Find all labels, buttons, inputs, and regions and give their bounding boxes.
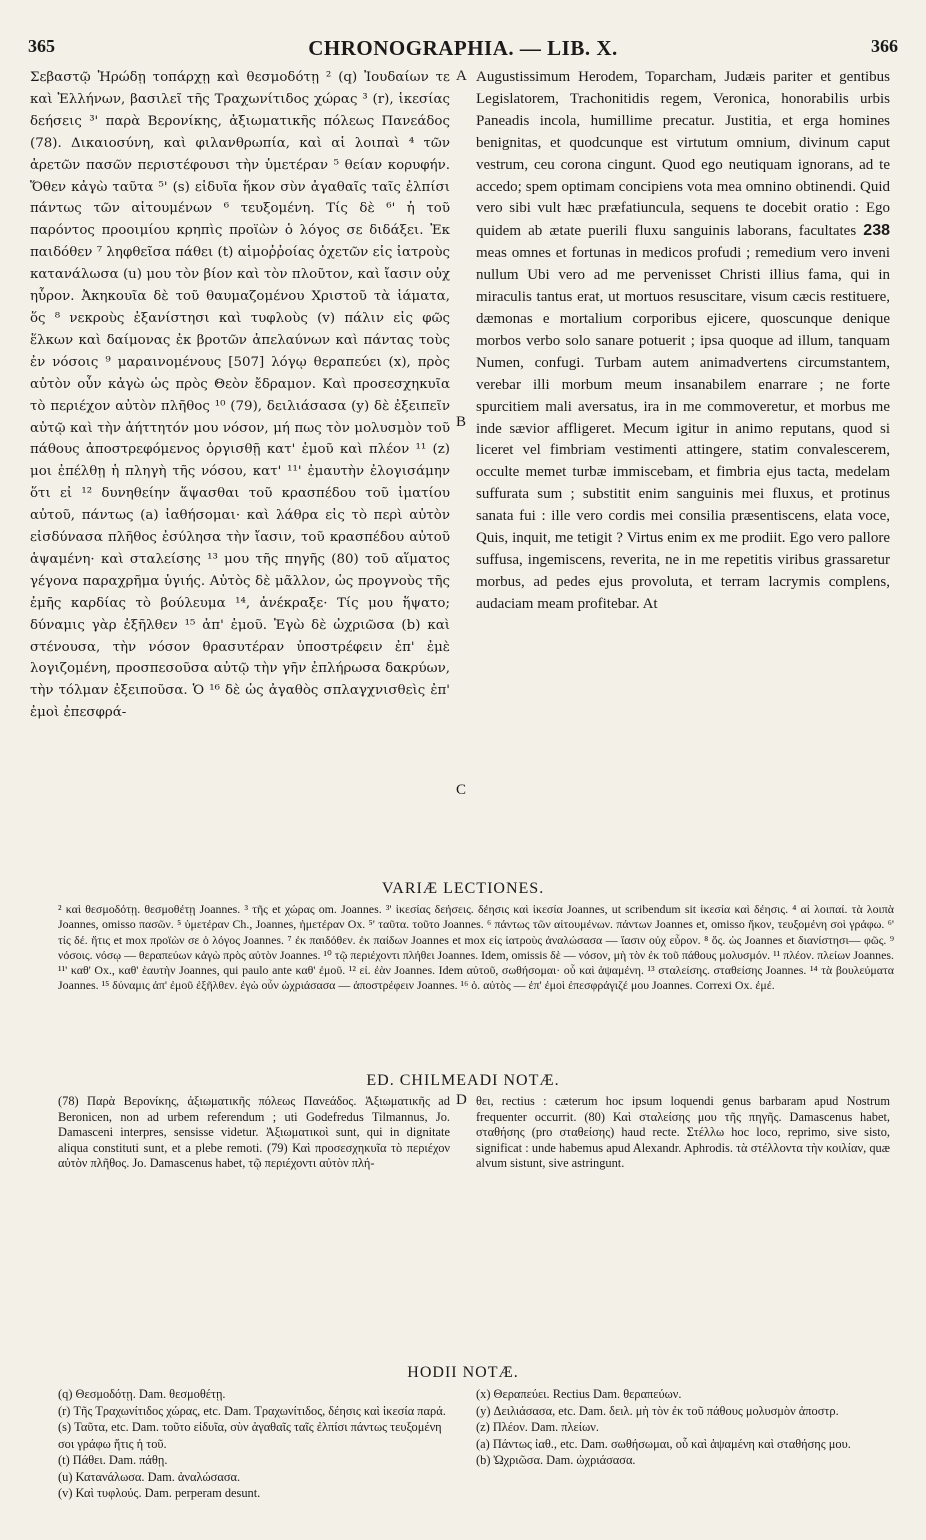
hodii-left — [58, 1386, 450, 1502]
running-title: CHRONOGRAPHIA. — LIB. X. — [308, 36, 618, 60]
hodii-title: HODII NOTÆ. — [407, 1364, 519, 1381]
hodii-note: (b) Ὠχριῶσα. Dam. ὠχριάσασα. — [476, 1453, 636, 1467]
hodii-note: (q) Θεσμοδότῃ. Dam. θεσμοθέτῃ. — [58, 1387, 226, 1401]
chilmeadi-title: ED. CHILMEADI NOTÆ. — [366, 1072, 560, 1089]
page-number-left: 365 — [28, 36, 55, 56]
variae-title: VARIÆ LECTIONES. — [381, 880, 545, 897]
chilmeadi-left-text: (78) Παρὰ Βερονίκης, ἀξιωματικῆς πόλεως Πανεάδος. Ἀξιωματικῆς ad Beronicen, non ad urbem referendum ; uti Godefredus Tilmannus, Jo. Damasceni interpres, sensisse videtur. Ἀξιωματικοὶ sunt, qui in dignitate aliqua constituti sunt, et a plebe remoti. (79) Καὶ προσεσχηκυῖα τὸ περιέχον αὐτὸν πλῆθος. Jo. Damascenus habet, τῷ περιέχοντι αὐτὸν πλή- — [58, 1094, 450, 1171]
chilmeadi-right-text: θει, rectius : cæterum hoc ipsum loquendi genus barbaram apud Nostrum frequenter occurrit. (80) Καὶ σταλείσης μου τῆς πηγῆς. Damascenus habet, σταθήσης (pro σταθείσης) haud recte. Στέλλω hoc loco, reprimo, sive sisto, significat : unde habemus apud Alexandr. Aphrodis. τὰ στέλλοντα τὴν κοιλίαν, quæ alvum sistunt, sive astringunt. — [476, 1094, 890, 1171]
hodii-note: (z) Πλέον. Dam. πλείων. — [476, 1420, 599, 1434]
hodii-note: (s) Ταῦτα, etc. Dam. τοῦτο εἰδυῖα, σὺν ἀγαθαῖς ταῖς ἐλπίσι πάντως τευξομένη σοι γράφω ἥτις ἡ τοῦ. — [58, 1420, 442, 1451]
hodii-note: (t) Πάθει. Dam. πάθῃ. — [58, 1453, 168, 1467]
column-marker-c: C — [456, 782, 467, 798]
page-marker: 238 — [863, 222, 890, 240]
hodii-note: (v) Καὶ τυφλούς. Dam. perperam desunt. — [58, 1486, 261, 1500]
chilmeadi-right — [476, 1094, 890, 1172]
greek-text: Σεβαστῷ Ἡρώδῃ τοπάρχῃ καὶ θεσμοδότῃ ² (q) Ἰουδαίων τε καὶ Ἑλλήνων, βασιλεῖ τῆς Τραχωνίτιδος χώρας ³ (r), ἱκεσίας δεήσεις ³' παρὰ Βερονίκης, ἀξιωματικῆς πόλεως Πανεάδος (78). Δικαιοσύνη, καὶ φιλανθρωπία, καὶ αἱ λοιπαὶ ⁴ τῶν ἀρετῶν πασῶν περιστέφουσι τὴν ὑμετέραν ⁵ θείαν κορυφήν. Ὅθεν κἀγὼ ταῦτα ⁵' (s) εἰδυῖα ἥκον σὺν ἀγαθαῖς ταῖς ἐλπίσι πάντως τῶν αἰτουμένων ⁶ τευξομένη. Τίς δὲ ⁶' ἡ τοῦ παρόντος προοιμίου κρηπὶς προϊὼν ὁ λόγος σε διδάξει. Ἐκ παιδόθεν ⁷ ληφθεῖσα πάθει (t) αἱμοῤῥοίας ὀχετῶν εἰς ἰατροὺς κατανάλωσα (u) μου τὸν βίον καὶ τὸν πλοῦτον, καὶ ἴασιν οὐχ ηὗρον. Ἀκηκουῖα δὲ τοῦ θαυμαζομένου Χριστοῦ τὰ ἰάματα, ὅς ⁸ νεκροὺς ἐξανίστησι καὶ τυφλοὺς (v) πάλιν εἰς φῶς ἕλκων καὶ δαίμονας ἐκ βροτῶν ἀπελαύνων καὶ πάντας τοὺς ἐν νόσοις ⁹ μαραινομένους [507] λόγῳ θεραπεύει (x), πρὸς αὐτὸν οὖν κἀγὼ ὡς πρὸς Θεὸν ἔδραμον. Καὶ προσεσχηκυῖα τὸ περιέχον αὐτὸν πλῆθος ¹⁰ (79), δειλιάσασα (y) δὲ ἐξειπεῖν αὐτῷ καὶ τὴν ἀήττητόν μου νόσον, μή πως τὸν μολυσμὸν τοῦ πάθους ἀποστρεφόμενος ὀργισθῇ κατ' ἐμοῦ καὶ πλέον ¹¹ (z) μοι ἐπέλθῃ ἡ πληγὴ τῆς νόσου, κατ' ¹¹' ἐμαυτὴν ἐλογισάμην ὅτι εἰ ¹² δυνηθείην ἅψασθαι τοῦ κρασπέδου τοῦ ἱματίου αὐτοῦ, πάντως (a) ἰαθήσομαι· καὶ λάθρα εἰς τὸ περὶ αὐτὸν εἰσδύνασα πλῆθος ἐσύλησα τὴν ἴασιν, τοῦ κρασπέδου αὐτοῦ ἁψαμένη· καὶ σταλείσης ¹³ μου τῆς πηγῆς (80) τοῦ αἵματος γέγονα παραχρῆμα ὑγιής. Αὐτὸς δὲ μᾶλλον, ὡς προγνοὺς τῆς ἐμῆς καρδίας τὸ βούλευμα ¹⁴, ἀνέκραξε· Τίς μου ἥψατο; δύναμις γὰρ ἐξῆλθεν ¹⁵ ἀπ' ἐμοῦ. Ἐγὼ δὲ ὠχριῶσα (b) καὶ στένουσα, τὴν νόσον θρασυτέραν ὑποστρέφειν ἐπ' ἐμὲ λογιζομένη, προσπεσοῦσα αὐτῷ τὴν γῆν ἐπλήρωσα δακρύων, τὴν τόλμαν ἐξειποῦσα. Ὁ ¹⁶ δὲ ὡς ἀγαθὸς σπλαγχνισθεὶς ἐπ' ἐμοὶ ἐπεσφρά- — [30, 70, 450, 721]
latin-column — [476, 67, 890, 616]
latin-text-part-1: Augustissimum Herodem, Toparcham, Judæis pariter et gentibus Legislatorem, Trachonitidis regem, Veronica, honorabilis urbis Paneadis incola, humillime precatur. Justitia, et erga homines benignitas, et quodcunque est virtutum omnium, divinum caput vestrum, ceu corona cingunt. Quod ego neutiquam ignorans, ad te accedo; spem optimam concipiens vota mea omnino obtinendi. Quid vero sibi vult hæc præfatiuncula, sequens te docebit oratio : Ego quidem ab ætate puerili fluxu sanguinis laborans, facultates — [476, 69, 890, 240]
column-marker-b: B — [456, 414, 467, 430]
page-number-right: 366 — [871, 36, 898, 56]
chilmeadi-left — [58, 1094, 450, 1172]
variae-notes — [58, 902, 894, 994]
running-header — [28, 36, 898, 64]
hodii-note: (u) Κατανάλωσα. Dam. ἀναλώσασα. — [58, 1469, 241, 1484]
hodii-right — [476, 1386, 890, 1469]
greek-column — [30, 67, 450, 724]
column-marker-d: D — [456, 1092, 467, 1108]
hodii-note: (a) Πάντως ἰαθ., etc. Dam. σωθήσωμαι, οὗ καὶ ἁψαμένη καὶ σταθήσης μου. — [476, 1436, 851, 1451]
latin-text — [476, 67, 890, 616]
variae-text: ² καὶ θεσμοδότῃ. θεσμοθέτῃ Joannes. ³ τῆς et χώρας om. Joannes. ³' ἱκεσίας δεήσεις. δέησις καὶ ἱκεσία Joannes, ut scribendum sit ἱκεσία καὶ δέησις. ⁴ αἱ λοιπαί. τὰ λοιπὰ Joannes, omisso πασῶν. ⁵ ὑμετέραν Ch., Joannes, ἡμετέραν Ox. ⁵' ταῦτα. τοῦτο Joannes. ⁶ πάντως τῶν αἰτουμένων. πάντων Joannes et, omisso ἥκον, τευξομένη σοὶ γράφω. ⁶' τίς δέ. ἥτις et mox προϊὼν σε ὁ λόγος Joannes. ⁷ ἐκ παιδόθεν. ἐκ παίδων Joannes et mox εἰς ἰατροὺς ἀναλώσασα — ἴασιν οὐχ εὗρον. ⁸ ὅς. ὡς Joannes et διανίστησι— φῶς. ⁹ νόσοις. νόσῳ — θεραπεύων κἀγὼ πρὸς αὐτὸν Joannes. ¹⁰ τῷ περιέχοντι πλήθει Joannes. Idem, omissis δὲ — νόσον, μὴ τὸν ἐκ τοῦ πάθους μολυσμόν. ¹¹ πλέον. πλείων Joannes. ¹¹' καθ' Ox., καθ' ἑαυτὴν Joannes, qui paulo ante καθ' ἐμοῦ. ¹² εἰ. ἐὰν Joannes. Idem αὐτοῦ, σωθήσομαι· οὗ καὶ ἁψαμένη. ¹³ σταλείσης. σταθείσης Joannes. ¹⁴ τὰ βουλεύματα Joannes. ¹⁵ δύναμις ἀπ' ἐμοῦ ἐξῆλθεν. ἐγὼ οὖν ὠχριάσασα — ἀποστρέφειν Joannes. ¹⁶ ὁ. αὐτὸς — ἐπ' ἐμοὶ ἐπεσφράγιζέ μου Joannes. Correxi Ox. ἐμέ. — [58, 902, 894, 993]
hodii-note: (y) Δειλιάσασα, etc. Dam. δειλ. μὴ τὸν ἐκ τοῦ πάθους μολυσμὸν ἀποστρ. — [476, 1403, 839, 1418]
hodii-note: (r) Τῆς Τραχωνίτιδος χώρας, etc. Dam. Τραχωνίτιδος, δέησις καὶ ἱκεσία παρά. — [58, 1403, 446, 1418]
column-marker-a: A — [456, 68, 467, 84]
latin-text-part-2: meas omnes et fortunas in medicos profudi ; remedium vero inveni nullum Ubi vero ad me pervenisset Christi illius fama, qui in miraculis tantus erat, ut mortuos resuscitare, visum cæcis restituere, dæmonas e mortalium corporibus ejicere, quoscunque denique morbos verbo solo sanare potuerit ; ipsa quoque ad illum, tanquam Numen, confugi. Turbam autem animadvertens circumstantem, verebar illi morbum meum insanabilem enarrare ; ne forte spurcitiem mali aversatus, ira in me commoveretur, et morbus me inde sævior affligeret. Mecum igitur in animo reputans, quod si liceret vel fimbriam vestimenti attingere, statim convalescerem, occulte memet turbæ immiscebam, et fimbria ejus tacta, medelam suffurata sum ; substitit enim sanguinis mei fluxus, et protinus sanata fui : ille vero cordis mei consilia præsentiscens, elata voce, Quis, inquit, me tetigit ? Virtus enim ex me prodiit. Ego vero pallore suffusa, ingemiscens, reverita, ne in me repetitis viribus grassaretur morbus, ad pedes ejus provoluta, et terram lacrymis complens, audaciam meam profitebar. At — [476, 245, 890, 612]
hodii-note: (x) Θεραπεύει. Rectius Dam. θεραπεύων. — [476, 1387, 682, 1401]
